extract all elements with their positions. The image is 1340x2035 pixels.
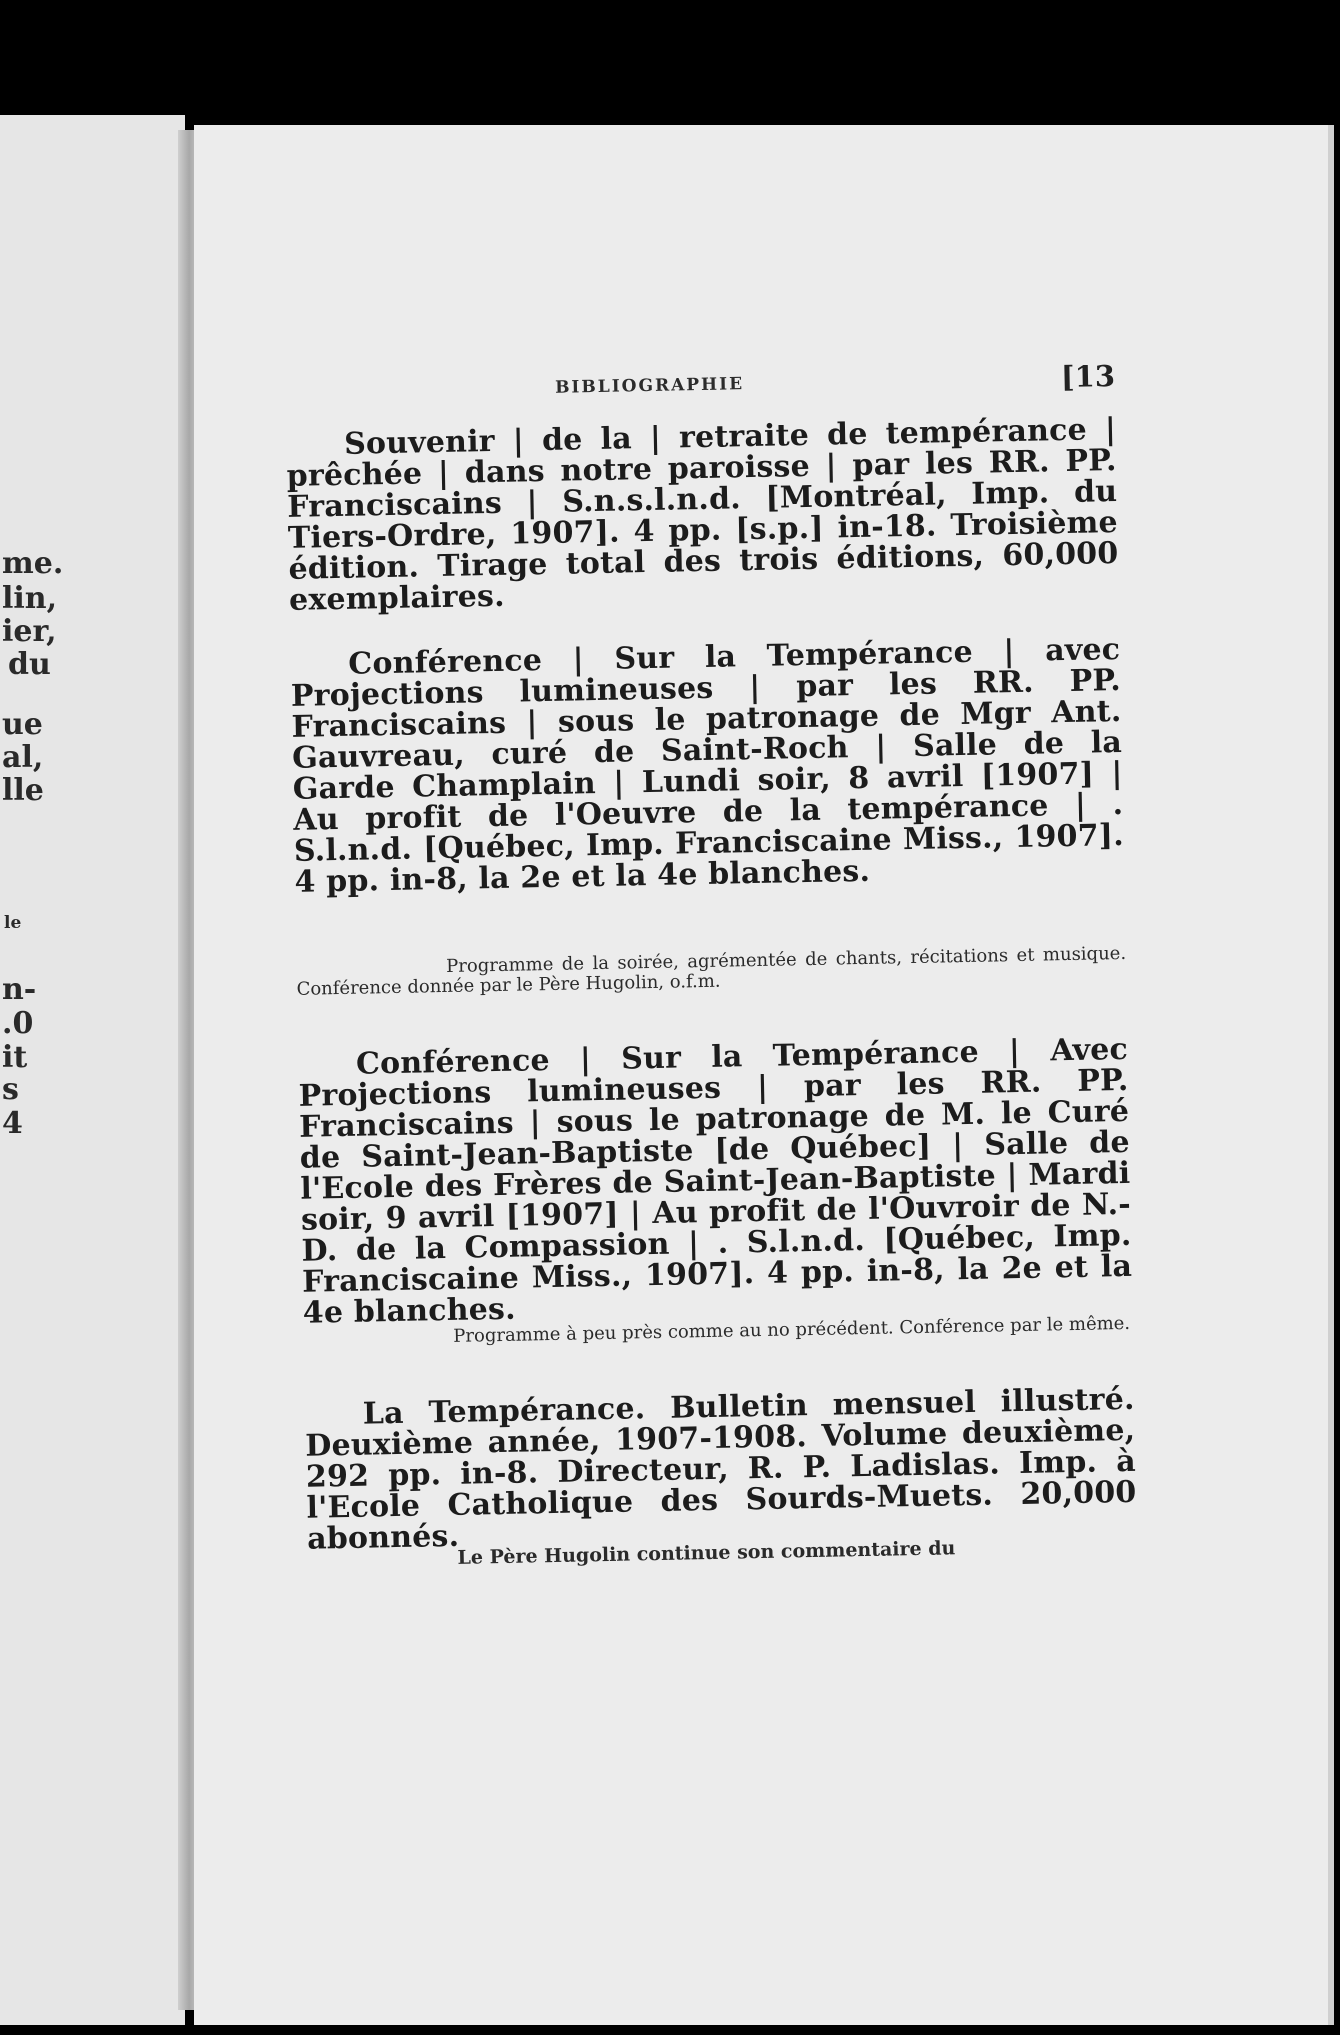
left-fragment: le: [4, 913, 22, 933]
bibliography-entry: Conférence | Sur la Tempérance | Avec Projections lumineuses | par les RR. PP. Franciscains | sous le patronage de M. le Curé de Saint-Jean-Baptiste [de Québec] | Salle de l'Ecole des Frères de Saint-Jean-Baptiste | Mardi soir, 9 avril [1907] | Au profit de l'Ouvroir de N.-D. de la Compassion | . S.l.n.d. [Québec, Imp. Franciscaine Miss., 1907]. 4 pp. in-8, la 2e et la 4e blanches.: [298, 1031, 1133, 1331]
entry-note: Programme de la soirée, agrémentée de chants, récitations et musique. Conférence donnée par le Père Hugolin, o.f.m.: [296, 942, 1127, 1000]
left-fragment: n-: [2, 972, 37, 1007]
left-fragment: ue: [2, 707, 43, 742]
left-fragment: lle: [2, 773, 44, 808]
left-fragment: lin,: [2, 581, 58, 616]
left-fragment: .0: [2, 1006, 34, 1041]
bibliography-entry: Conférence | Sur la Tempérance | avec Projections lumineuses | par les RR. PP. Franciscains | sous le patronage de Mgr Ant. Gauvreau, curé de Saint-Roch | Salle de la Garde Champlain | Lundi soir, 8 avril [1907] | Au profit de l'Oeuvre de la tempérance | . S.l.n.d. [Québec, Imp. Franciscaine Miss., 1907]. 4 pp. in-8, la 2e et la 4e blanches.: [290, 631, 1125, 900]
page-number: [13: [1060, 359, 1116, 395]
left-fragment: ier,: [2, 614, 57, 649]
right-page: [194, 125, 1334, 2025]
left-fragment: du: [8, 647, 51, 682]
left-fragment: s: [2, 1072, 19, 1107]
running-head: [285, 359, 1116, 415]
left-fragment: 4: [2, 1106, 23, 1141]
left-fragment: me.: [2, 546, 64, 581]
left-fragment: al,: [2, 740, 44, 775]
trailing-line: Le Père Hugolin continue son commentaire du: [457, 1537, 956, 1569]
bibliography-entry: Souvenir | de la | retraite de tempérance | prêchée | dans notre paroisse | par les RR. PP. Franciscains | S.n.s.l.n.d. [Montréal, Imp. du Tiers-Ordre, 1907]. 4 pp. [s.p.] in-18. Troisième édition. Tirage total des trois éditions, 60,000 exemplaires.: [286, 412, 1119, 618]
page-text-block: [280, 109, 1137, 1569]
running-title: BIBLIOGRAPHIE: [554, 374, 745, 398]
entry-note: Programme à peu près comme au no précédent. Conférence par le même.: [453, 1312, 1131, 1347]
left-page: [0, 115, 185, 2025]
bibliography-entry: La Tempérance. Bulletin mensuel illustré. Deuxième année, 1907-1908. Volume deuxième, 292 pp. in-8. Directeur, R. P. Ladislas. Imp. à l'Ecole Catholique des Sourds-Muets. 20,000 abonnés.: [305, 1381, 1137, 1557]
left-fragment: it: [2, 1040, 28, 1075]
